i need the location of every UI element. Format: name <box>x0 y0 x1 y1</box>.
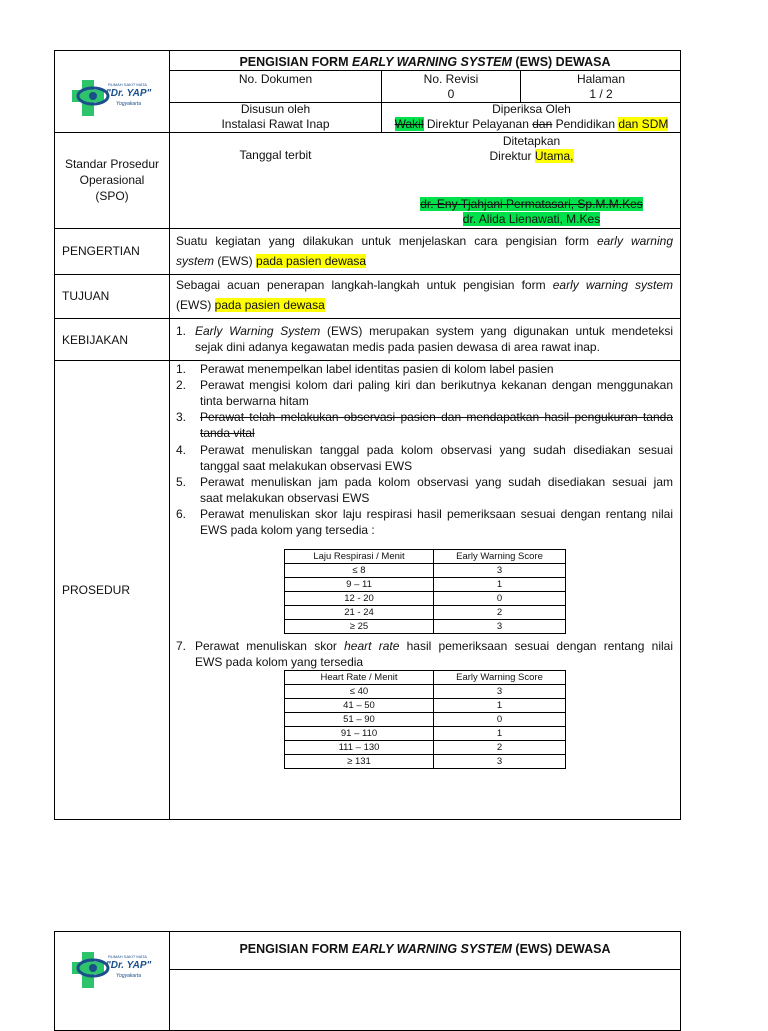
table-row <box>285 564 566 578</box>
step-number: 4. <box>176 443 187 457</box>
table-header: Laju Respirasi / Menit <box>285 550 434 564</box>
table-row <box>285 578 566 592</box>
table-cell: 51 – 90 <box>285 713 434 727</box>
kebijakan-line-2: sejak dini adanya kegawatan medis pada pasien dewasa di area rawat inap. <box>195 340 600 354</box>
halaman-label: Halaman <box>576 72 626 86</box>
step-line: EWS pada kolom yang tersedia <box>195 655 364 669</box>
table-cell: 9 – 11 <box>285 578 434 592</box>
table-cell: 41 – 50 <box>285 699 434 713</box>
diperiksa-label: Diperiksa Oleh <box>492 102 571 116</box>
ditetapkan: Ditetapkan <box>502 134 561 148</box>
table-cell: ≥ 25 <box>285 620 434 634</box>
disusun-label: Disusun oleh <box>240 102 311 116</box>
logo-small-text: RUMAH SAKIT MATA <box>108 82 147 87</box>
step-number: 6. <box>176 507 187 521</box>
table-cell: 0 <box>434 713 566 727</box>
table-row <box>285 620 566 634</box>
table-cell: 1 <box>434 727 566 741</box>
tujuan-label: TUJUAN <box>62 289 110 303</box>
document-title: PENGISIAN FORM EARLY WARNING SYSTEM (EWS) DEWASA <box>239 55 611 69</box>
logo-city: Yogyakarta <box>116 101 142 107</box>
logo-small-text: RUMAH SAKIT MATA <box>108 954 147 959</box>
table-header: Heart Rate / Menit <box>285 671 434 685</box>
table-cell: 3 <box>434 755 566 769</box>
table-header-row <box>285 550 566 564</box>
step-line: Perawat menuliskan jam pada kolom observasi yang sudah disediakan sesuai jam <box>200 475 673 489</box>
table-cell: 12 - 20 <box>285 592 434 606</box>
table-row <box>285 741 566 755</box>
step-number: 1. <box>176 362 187 376</box>
table-header: Early Warning Score <box>434 550 566 564</box>
step-line: tinta berwarna hitam <box>200 394 309 408</box>
table-cell: 111 – 130 <box>285 741 434 755</box>
no-revisi-value: 0 <box>447 87 455 101</box>
step-number: 7. <box>176 639 187 653</box>
signer-old: dr. Eny Tjahjani Permatasari, Sp.M.M.Kes <box>420 197 643 211</box>
pengertian-line-1: Suatu kegiatan yang dilakukan untuk menjelaskan cara pengisian form early warning <box>176 234 673 248</box>
heart-rate-score-table <box>284 670 566 769</box>
kebijakan-number: 1. <box>176 324 187 338</box>
step-line: Perawat menempelkan label identitas pasien di kolom label pasien <box>200 362 554 376</box>
table-cell: 91 – 110 <box>285 727 434 741</box>
document-title: PENGISIAN FORM EARLY WARNING SYSTEM (EWS) DEWASA <box>239 942 611 956</box>
logo-city: Yogyakarta <box>116 973 142 979</box>
step-line: Perawat mengisi kolom dari paling kiri dan berikutnya kekanan dengan menggunakan <box>200 378 673 392</box>
row-line-6 <box>54 360 681 361</box>
diperiksa-wakil: Wakil <box>394 117 424 131</box>
step-number: 5. <box>176 475 187 489</box>
kebijakan-label: KEBIJAKAN <box>62 333 129 347</box>
column-divider <box>169 50 170 820</box>
table-cell: 3 <box>434 685 566 699</box>
prosedur-label: PROSEDUR <box>62 583 131 597</box>
pengertian-label: PENGERTIAN <box>62 244 140 258</box>
tujuan-line-1: Sebagai acuan penerapan langkah-langkah untuk pengisian form early warning system <box>176 278 673 292</box>
row-line-5 <box>54 318 681 319</box>
table-row <box>285 592 566 606</box>
step-line: Perawat menuliskan tanggal pada kolom observasi yang sudah disediakan sesuai <box>200 443 673 457</box>
step-line: Perawat telah melakukan observasi pasien dan mendapatkan hasil pengukuran tanda <box>200 410 673 424</box>
no-dokumen-label: No. Dokumen <box>238 72 313 86</box>
respiration-score-table <box>284 549 566 634</box>
table-header-row <box>285 671 566 685</box>
table-row <box>285 699 566 713</box>
table-row <box>285 727 566 741</box>
signer-new: dr. Alida Lienawati, M.Kes <box>462 212 601 226</box>
spo-line-2: Operasional <box>79 173 145 187</box>
step-line: EWS pada kolom yang tersedia : <box>200 523 375 537</box>
spo-line-3: (SPO) <box>95 189 129 203</box>
table-row <box>285 755 566 769</box>
row-line-2 <box>54 132 681 133</box>
table-row <box>285 685 566 699</box>
table-row <box>285 606 566 620</box>
kebijakan-line-1: Early Warning System (EWS) merupakan system yang digunakan untuk mendeteksi <box>195 324 674 338</box>
hospital-logo <box>68 72 158 124</box>
no-revisi-label: No. Revisi <box>423 72 479 86</box>
step-line: Perawat menuliskan skor laju respirasi hasil pemeriksaan sesuai dengan rentang nilai <box>200 507 673 521</box>
page-2-title-underline <box>169 969 681 970</box>
row-line-4 <box>54 274 681 275</box>
table-cell: 2 <box>434 606 566 620</box>
spo-line-1: Standar Prosedur <box>64 157 160 171</box>
table-cell: ≤ 8 <box>285 564 434 578</box>
tujuan-line-2: (EWS) pada pasien dewasa <box>176 298 325 312</box>
table-cell: 1 <box>434 578 566 592</box>
table-cell: 1 <box>434 699 566 713</box>
logo-name: "Dr. YAP" <box>106 960 152 971</box>
row-line-3 <box>54 228 681 229</box>
step-line: tanggal saat melakukan observasi EWS <box>200 459 413 473</box>
step-line: Perawat menuliskan skor heart rate hasil pemeriksaan sesuai dengan rentang nilai <box>195 639 673 653</box>
step-number: 3. <box>176 410 187 424</box>
table-cell: 3 <box>434 564 566 578</box>
table-cell: ≤ 40 <box>285 685 434 699</box>
table-cell: 3 <box>434 620 566 634</box>
table-cell: ≥ 131 <box>285 755 434 769</box>
step-number: 2. <box>176 378 187 392</box>
halaman-value: 1 / 2 <box>589 87 613 101</box>
title-underline <box>169 70 681 71</box>
pengertian-line-2: system (EWS) pada pasien dewasa <box>176 254 367 268</box>
disusun-value: Instalasi Rawat Inap <box>221 117 330 131</box>
table-cell: 0 <box>434 592 566 606</box>
hospital-logo <box>68 944 158 996</box>
direktur-utama: Direktur Utama, <box>489 149 574 163</box>
table-cell: 21 - 24 <box>285 606 434 620</box>
logo-name: "Dr. YAP" <box>106 88 152 99</box>
table-cell: 2 <box>434 741 566 755</box>
step-line: saat melakukan observasi EWS <box>200 491 370 505</box>
table-row <box>285 713 566 727</box>
tanggal-terbit: Tanggal terbit <box>239 148 312 162</box>
table-header: Early Warning Score <box>434 671 566 685</box>
step-line: tanda vital <box>200 426 255 440</box>
diperiksa-value: Wakil Direktur Pelayanan dan Pendidikan dan SDM <box>394 117 669 131</box>
